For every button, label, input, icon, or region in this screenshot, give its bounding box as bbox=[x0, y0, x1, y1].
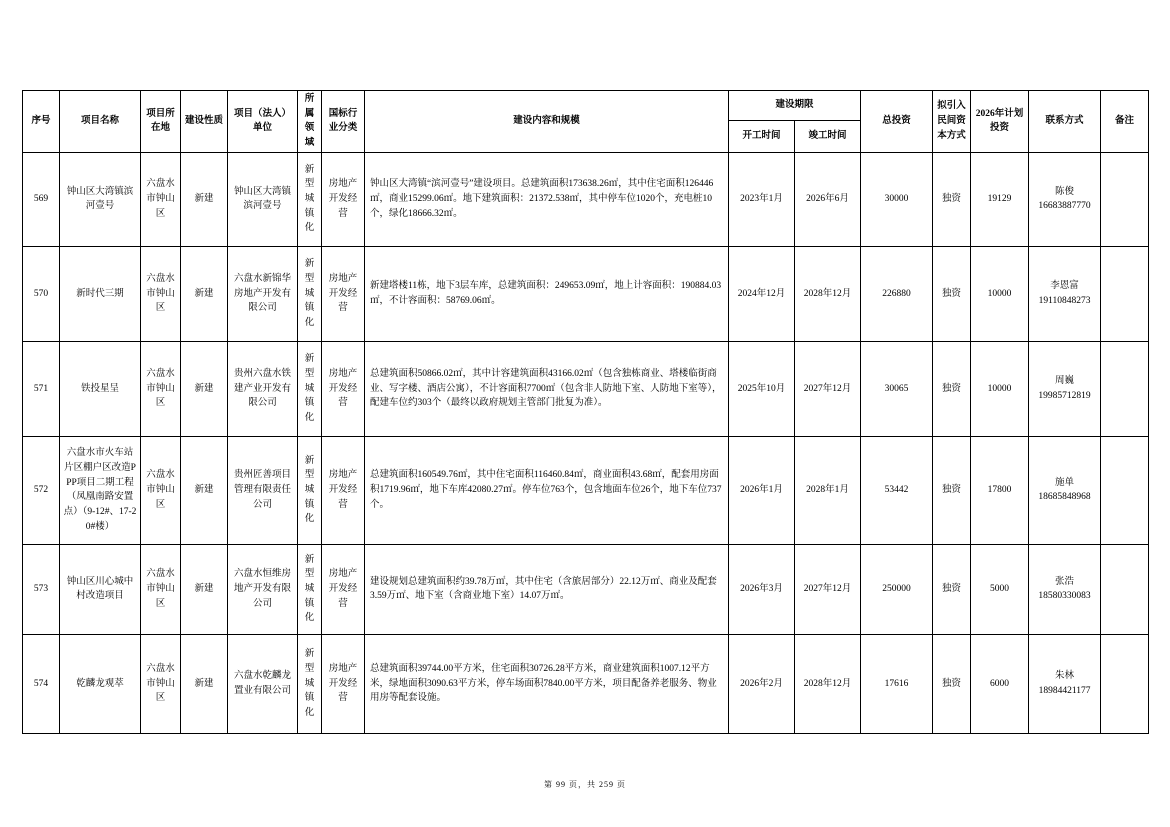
cell-name: 新时代三期 bbox=[60, 246, 141, 341]
cell-end: 2027年12月 bbox=[795, 341, 861, 436]
cell-start: 2023年1月 bbox=[729, 152, 795, 246]
table-body bbox=[23, 152, 1149, 733]
cell-method: 独资 bbox=[933, 544, 971, 634]
contact-name: 陈俊 bbox=[1055, 186, 1075, 197]
cell-plan2026: 6000 bbox=[971, 634, 1029, 733]
cell-industry: 房地产开发经营 bbox=[322, 544, 365, 634]
cell-method: 独资 bbox=[933, 152, 971, 246]
cell-industry: 房地产开发经营 bbox=[322, 436, 365, 544]
cell-plan2026: 10000 bbox=[971, 341, 1029, 436]
projects-table bbox=[22, 90, 1149, 734]
cell-start: 2026年1月 bbox=[729, 436, 795, 544]
header-nature: 建设性质 bbox=[181, 91, 228, 153]
header-project-name: 项目名称 bbox=[60, 91, 141, 153]
contact-phone: 18580330083 bbox=[1038, 591, 1091, 602]
table-row bbox=[23, 341, 1149, 436]
cell-plan2026: 10000 bbox=[971, 246, 1029, 341]
cell-start: 2024年12月 bbox=[729, 246, 795, 341]
cell-contact bbox=[1029, 544, 1101, 634]
cell-unit: 贵州六盘水铁建产业开发有限公司 bbox=[228, 341, 298, 436]
cell-industry: 房地产开发经营 bbox=[322, 152, 365, 246]
cell-nature: 新建 bbox=[181, 152, 228, 246]
cell-total: 226880 bbox=[861, 246, 933, 341]
table-row bbox=[23, 544, 1149, 634]
cell-remark bbox=[1101, 634, 1149, 733]
header-unit: 项目（法人）单位 bbox=[228, 91, 298, 153]
cell-method: 独资 bbox=[933, 436, 971, 544]
cell-remark bbox=[1101, 544, 1149, 634]
cell-field: 新型城镇化 bbox=[298, 341, 322, 436]
cell-industry: 房地产开发经营 bbox=[322, 246, 365, 341]
cell-contact bbox=[1029, 634, 1101, 733]
contact-phone: 19110848273 bbox=[1038, 295, 1091, 306]
cell-end: 2027年12月 bbox=[795, 544, 861, 634]
cell-end: 2028年12月 bbox=[795, 246, 861, 341]
cell-total: 53442 bbox=[861, 436, 933, 544]
contact-name: 施单 bbox=[1055, 477, 1075, 488]
cell-no: 573 bbox=[23, 544, 60, 634]
cell-nature: 新建 bbox=[181, 341, 228, 436]
header-contact: 联系方式 bbox=[1029, 91, 1101, 153]
cell-content: 总建筑面积50866.02㎡，其中计容建筑面积43166.02㎡（包含独栋商业、塔楼临街商业、写字楼、酒店公寓），不计容面积7700㎡（包含非人防地下室、人防地下室等），配建车位约303个（最终以政府规划主管部门批复为准）。 bbox=[365, 341, 729, 436]
header-start-time: 开工时间 bbox=[729, 120, 795, 152]
cell-unit: 六盘水恒维房地产开发有限公司 bbox=[228, 544, 298, 634]
header-end-time: 竣工时间 bbox=[795, 120, 861, 152]
cell-total: 17616 bbox=[861, 634, 933, 733]
cell-unit: 钟山区大湾镇滨河壹号 bbox=[228, 152, 298, 246]
cell-location: 六盘水市钟山区 bbox=[141, 634, 181, 733]
contact-name: 张浩 bbox=[1055, 576, 1075, 587]
cell-contact bbox=[1029, 436, 1101, 544]
cell-field: 新型城镇化 bbox=[298, 436, 322, 544]
cell-plan2026: 17800 bbox=[971, 436, 1029, 544]
cell-nature: 新建 bbox=[181, 246, 228, 341]
cell-method: 独资 bbox=[933, 341, 971, 436]
cell-remark bbox=[1101, 436, 1149, 544]
cell-nature: 新建 bbox=[181, 634, 228, 733]
cell-nature: 新建 bbox=[181, 436, 228, 544]
contact-phone: 18984421177 bbox=[1038, 685, 1091, 696]
cell-end: 2028年1月 bbox=[795, 436, 861, 544]
cell-start: 2026年3月 bbox=[729, 544, 795, 634]
cell-content: 总建筑面积160549.76㎡，其中住宅面积116460.84㎡，商业面积43.68㎡，配套用房面积1719.96㎡，地下车库42080.27㎡。停车位763个，包含地面车位26个，地下车位737个。 bbox=[365, 436, 729, 544]
cell-content: 钟山区大湾镇“滨河壹号”建设项目。总建筑面积173638.26㎡，其中住宅面积126446㎡，商业15299.06㎡。地下建筑面积：21372.538㎡，其中停车位1020个，充电桩10个，绿化18666.32㎡。 bbox=[365, 152, 729, 246]
cell-name: 钟山区大湾镇滨河壹号 bbox=[60, 152, 141, 246]
table-header bbox=[23, 91, 1149, 153]
cell-no: 571 bbox=[23, 341, 60, 436]
header-capital-method: 拟引入民间资本方式 bbox=[933, 91, 971, 153]
cell-contact bbox=[1029, 246, 1101, 341]
cell-industry: 房地产开发经营 bbox=[322, 634, 365, 733]
table-row bbox=[23, 152, 1149, 246]
cell-no: 569 bbox=[23, 152, 60, 246]
header-period: 建设期限 bbox=[729, 91, 861, 121]
cell-start: 2025年10月 bbox=[729, 341, 795, 436]
cell-industry: 房地产开发经营 bbox=[322, 341, 365, 436]
contact-phone: 18685848968 bbox=[1038, 492, 1091, 503]
header-total-investment: 总投资 bbox=[861, 91, 933, 153]
cell-name: 六盘水市火车站片区棚户区改造PPP项目二期工程（凤凰南路安置点）（9-12#、17-20#楼） bbox=[60, 436, 141, 544]
cell-no: 574 bbox=[23, 634, 60, 733]
cell-remark bbox=[1101, 246, 1149, 341]
table-row bbox=[23, 634, 1149, 733]
cell-field: 新型城镇化 bbox=[298, 544, 322, 634]
cell-location: 六盘水市钟山区 bbox=[141, 436, 181, 544]
cell-total: 250000 bbox=[861, 544, 933, 634]
header-field: 所属领域 bbox=[298, 91, 322, 153]
contact-phone: 19985712819 bbox=[1038, 390, 1091, 401]
table-row bbox=[23, 436, 1149, 544]
cell-plan2026: 19129 bbox=[971, 152, 1029, 246]
contact-name: 李恩富 bbox=[1050, 281, 1079, 292]
header-plan-2026: 2026年计划投资 bbox=[971, 91, 1029, 153]
contact-name: 周巍 bbox=[1055, 376, 1075, 387]
table-row bbox=[23, 246, 1149, 341]
cell-method: 独资 bbox=[933, 246, 971, 341]
page-footer: 第 99 页，共 259 页 bbox=[544, 780, 626, 789]
cell-location: 六盘水市钟山区 bbox=[141, 544, 181, 634]
contact-phone: 16683887770 bbox=[1038, 201, 1091, 212]
cell-unit: 贵州匠善项目管理有限责任公司 bbox=[228, 436, 298, 544]
cell-name: 乾麟龙观萃 bbox=[60, 634, 141, 733]
cell-start: 2026年2月 bbox=[729, 634, 795, 733]
cell-content: 建设规划总建筑面积约39.78万㎡，其中住宅（含旅居部分）22.12万㎡、商业及配套3.59万㎡、地下室（含商业地下室）14.07万㎡。 bbox=[365, 544, 729, 634]
cell-location: 六盘水市钟山区 bbox=[141, 152, 181, 246]
cell-no: 570 bbox=[23, 246, 60, 341]
cell-plan2026: 5000 bbox=[971, 544, 1029, 634]
cell-unit: 六盘水乾麟龙置业有限公司 bbox=[228, 634, 298, 733]
cell-nature: 新建 bbox=[181, 544, 228, 634]
cell-end: 2026年6月 bbox=[795, 152, 861, 246]
cell-contact bbox=[1029, 341, 1101, 436]
contact-name: 朱林 bbox=[1055, 671, 1075, 682]
cell-location: 六盘水市钟山区 bbox=[141, 246, 181, 341]
cell-contact bbox=[1029, 152, 1101, 246]
cell-field: 新型城镇化 bbox=[298, 634, 322, 733]
cell-content: 总建筑面积39744.00平方米，住宅面积30726.28平方米，商业建筑面积1007.12平方米，绿地面积3090.63平方米，停车场面积7840.00平方米，项目配备养老服务、物业用房等配套设施。 bbox=[365, 634, 729, 733]
cell-field: 新型城镇化 bbox=[298, 246, 322, 341]
header-no: 序号 bbox=[23, 91, 60, 153]
cell-remark bbox=[1101, 152, 1149, 246]
cell-total: 30000 bbox=[861, 152, 933, 246]
header-industry: 国标行业分类 bbox=[322, 91, 365, 153]
cell-name: 铁投星呈 bbox=[60, 341, 141, 436]
cell-no: 572 bbox=[23, 436, 60, 544]
cell-method: 独资 bbox=[933, 634, 971, 733]
cell-content: 新建塔楼11栋，地下3层车库，总建筑面积：249653.09㎡，地上计容面积：190884.03㎡，不计容面积：58769.06㎡。 bbox=[365, 246, 729, 341]
cell-unit: 六盘水新锦华房地产开发有限公司 bbox=[228, 246, 298, 341]
cell-name: 钟山区川心城中村改造项目 bbox=[60, 544, 141, 634]
header-location: 项目所在地 bbox=[141, 91, 181, 153]
cell-field: 新型城镇化 bbox=[298, 152, 322, 246]
cell-total: 30065 bbox=[861, 341, 933, 436]
header-remark: 备注 bbox=[1101, 91, 1149, 153]
cell-end: 2028年12月 bbox=[795, 634, 861, 733]
cell-location: 六盘水市钟山区 bbox=[141, 341, 181, 436]
cell-remark bbox=[1101, 341, 1149, 436]
header-content: 建设内容和规模 bbox=[365, 91, 729, 153]
